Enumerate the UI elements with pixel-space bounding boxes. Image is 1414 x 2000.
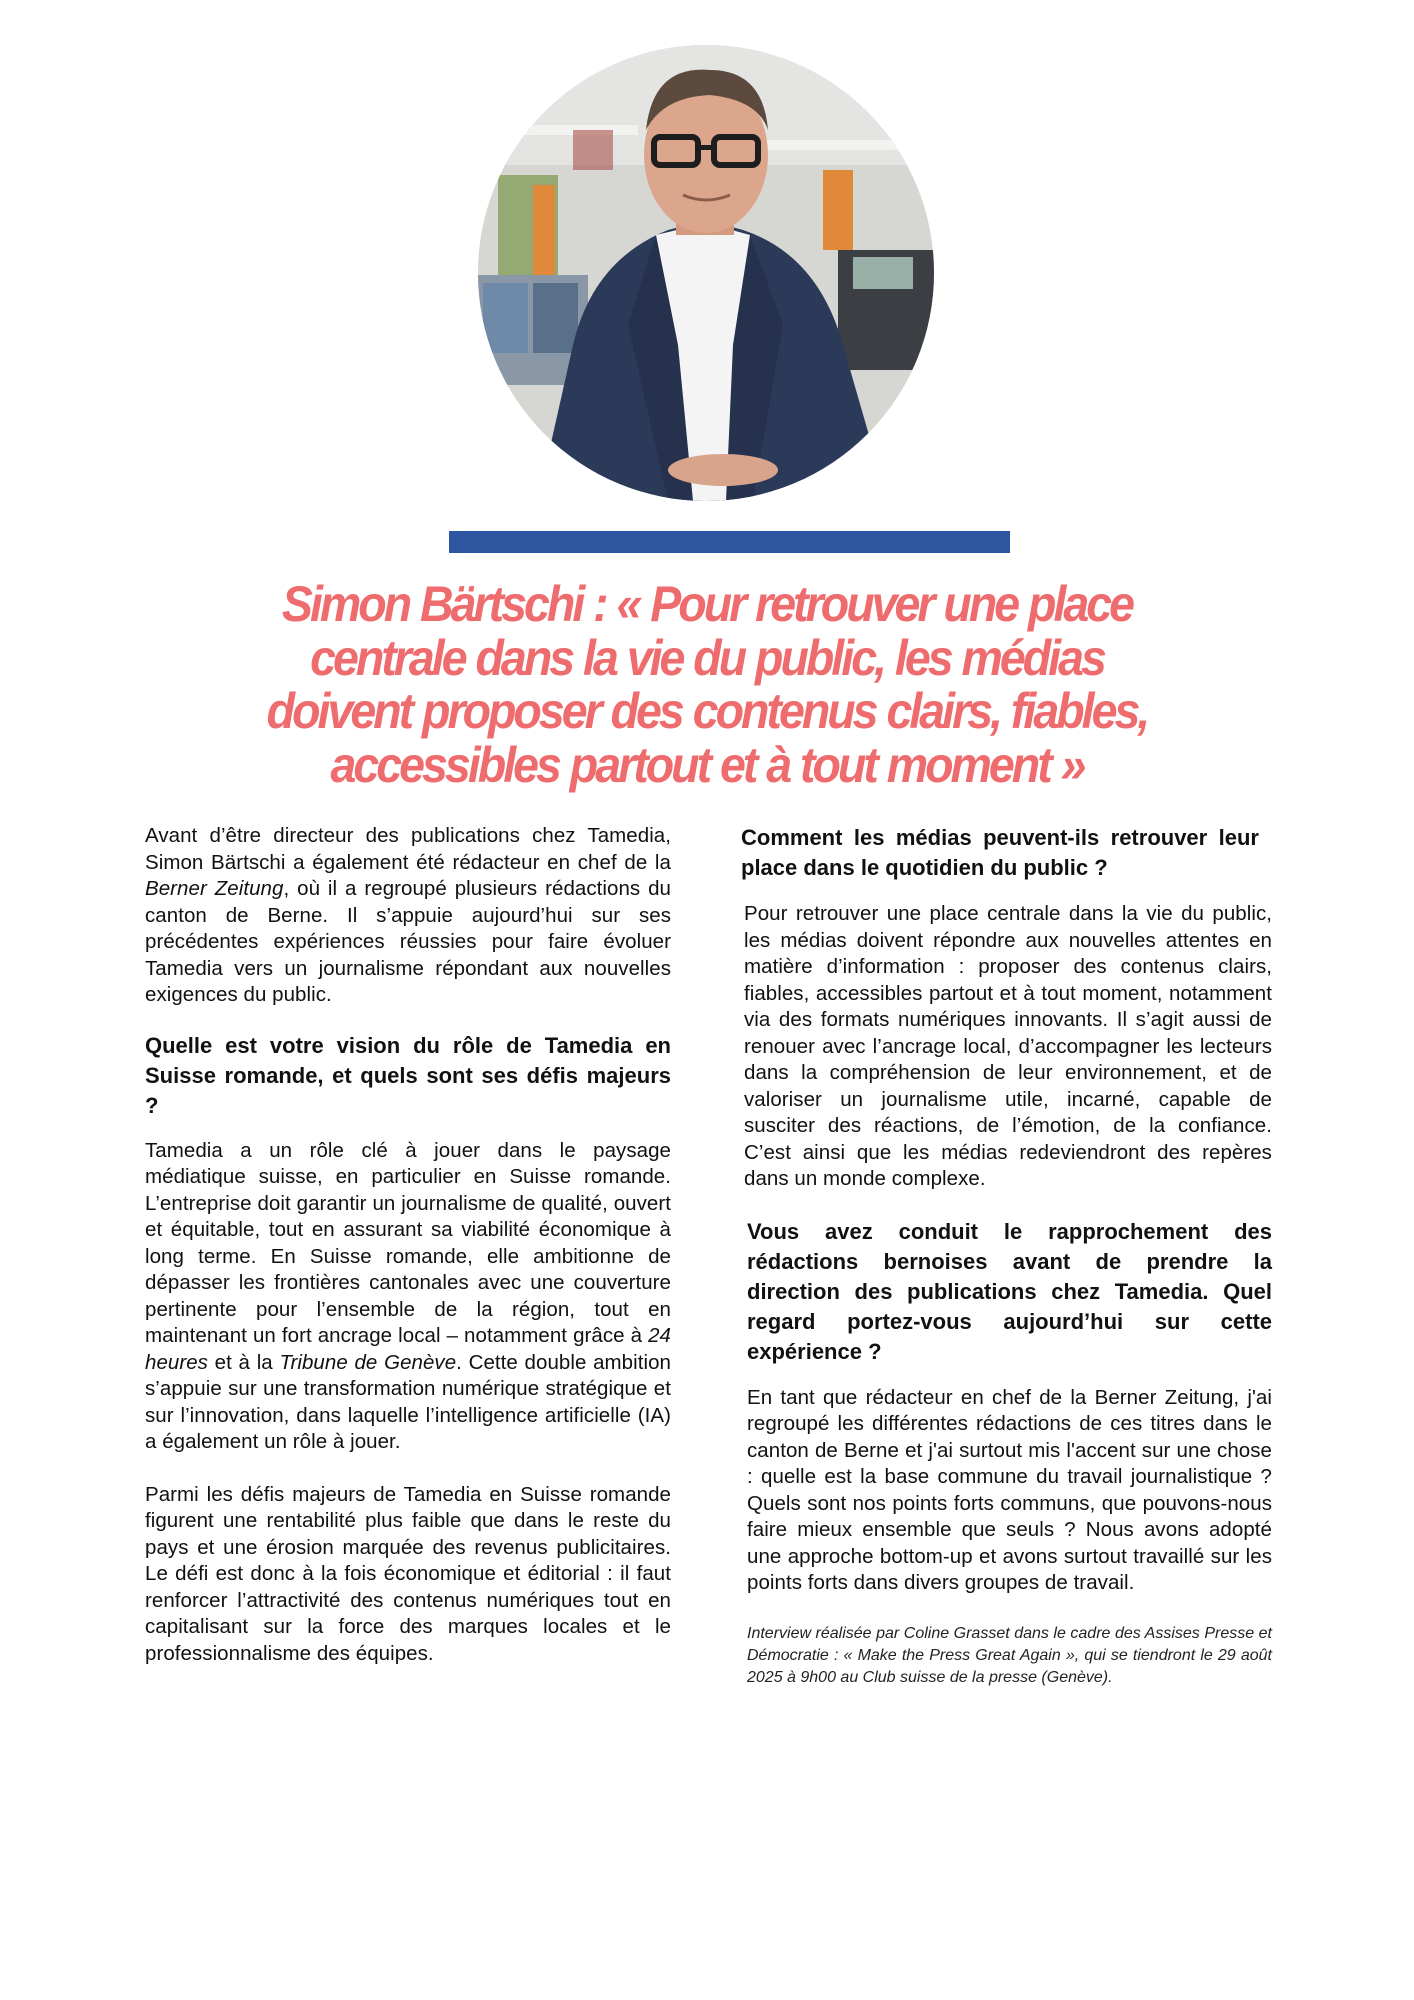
portrait-photo xyxy=(478,45,934,501)
question-heading: Comment les médias peuvent-ils retrouver leur place dans le quotidien du public ? xyxy=(741,825,1259,880)
answer-paragraph: Pour retrouver une place centrale dans la vie du public, les médias doivent répondre aux nouvelles attentes en matière d’information : proposer des contenus clairs, fiables, accessibles partout et à tout moment, notamment via des formats numériques innovants. Il s’agit aussi de renouer avec l’ancrage local, d’accompagner les lecteurs dans la compréhension de leur environnement, et de valoriser un journalisme utile, incarné, capable de susciter des réactions, de l’émotion, de la confiance. C’est ainsi que les médias redeviendront des repères dans un monde complexe. xyxy=(744,902,1272,1190)
intro-text: , où il a regroupé plusieurs rédactions du canton de Berne. Il s’appuie aujourd’hui sur ses précédentes expériences réussies pour faire évoluer Tamedia vers un journalisme répondant aux nouvelles exigences du public. xyxy=(145,877,671,1006)
answer-paragraph: Parmi les défis majeurs de Tamedia en Suisse romande figurent une rentabilité plus faible que dans le reste du pays et une érosion marquée des revenus publicitaires. Le défi est donc à la fois économique et éditorial : il faut renforcer l’attractivité des contenus numériques tout en capitalisant sur la force des marques locales et le professionnalisme des équipes. xyxy=(145,1482,671,1665)
publication-name: Berner Zeitung xyxy=(145,877,284,900)
intro-paragraph xyxy=(145,823,671,1009)
headline-line: Simon Bärtschi : « Pour retrouver une place xyxy=(281,576,1133,632)
left-column xyxy=(145,823,671,1667)
answer-text: et à la xyxy=(207,1350,280,1374)
accent-bar xyxy=(449,531,1010,553)
headline-line: accessibles partout et à tout moment » xyxy=(330,736,1084,793)
headline-line: centrale dans la vie du public, les médias xyxy=(310,629,1104,686)
answer-text: . Cette double ambition s’appuie sur une transformation numérique stratégique et sur l’innovation, dans laquelle l’intelligence artificielle (IA) a également un rôle à jouer. xyxy=(145,1350,671,1453)
intro-text: Avant d’être directeur des publications chez Tamedia, Simon Bärtschi a également été rédacteur en chef de la xyxy=(145,824,671,874)
answer-paragraph xyxy=(145,1138,671,1456)
answer-paragraph: En tant que rédacteur en chef de la Berner Zeitung, j'ai regroupé les différentes rédactions de ces titres dans le canton de Berne et j'ai surtout mis l'accent sur une chose : quelle est la base commune du travail journalistique ? Quels sont nos points forts communs, que pouvons-nous faire mieux ensemble que seuls ? Nous avons adopté une approche bottom-up et avons surtout travaillé sur les points forts dans divers groupes de travail. xyxy=(747,1385,1272,1594)
question-heading: Quelle est votre vision du rôle de Tamedia en Suisse romande, et quels sont ses défis majeurs ? xyxy=(145,1032,671,1118)
headline xyxy=(198,578,1215,792)
portrait-illustration xyxy=(478,45,934,501)
publication-name: 24 heures xyxy=(145,1324,671,1374)
interview-credit-note: Interview réalisée par Coline Grasset dans le cadre des Assises Presse et Démocratie : « Make the Press Great Again », qui se tiendront le 29 août 2025 à 9h00 au Club suisse de la presse (Genève). xyxy=(747,1624,1272,1686)
publication-name: Tribune de Genève xyxy=(279,1350,457,1374)
question-heading: Vous avez conduit le rapprochement des rédactions bernoises avant de prendre la direction des publications chez Tamedia. Quel regard portez-vous aujourd’hui sur cette expérience ? xyxy=(747,1218,1272,1364)
right-column xyxy=(741,823,1272,1689)
headline-line: doivent proposer des contenus clairs, fiables, xyxy=(266,683,1148,739)
answer-text: Tamedia a un rôle clé à jouer dans le paysage médiatique suisse, en particulier en Suisse romande. L’entreprise doit garantir un journalisme de qualité, ouvert et équitable, tout en assurant sa viabilité économique à long terme. En Suisse romande, elle ambitionne de dépasser les frontières cantonales avec une couverture pertinente pour l’ensemble de la région, tout en maintenant un fort ancrage local – notamment grâce à xyxy=(145,1138,671,1347)
